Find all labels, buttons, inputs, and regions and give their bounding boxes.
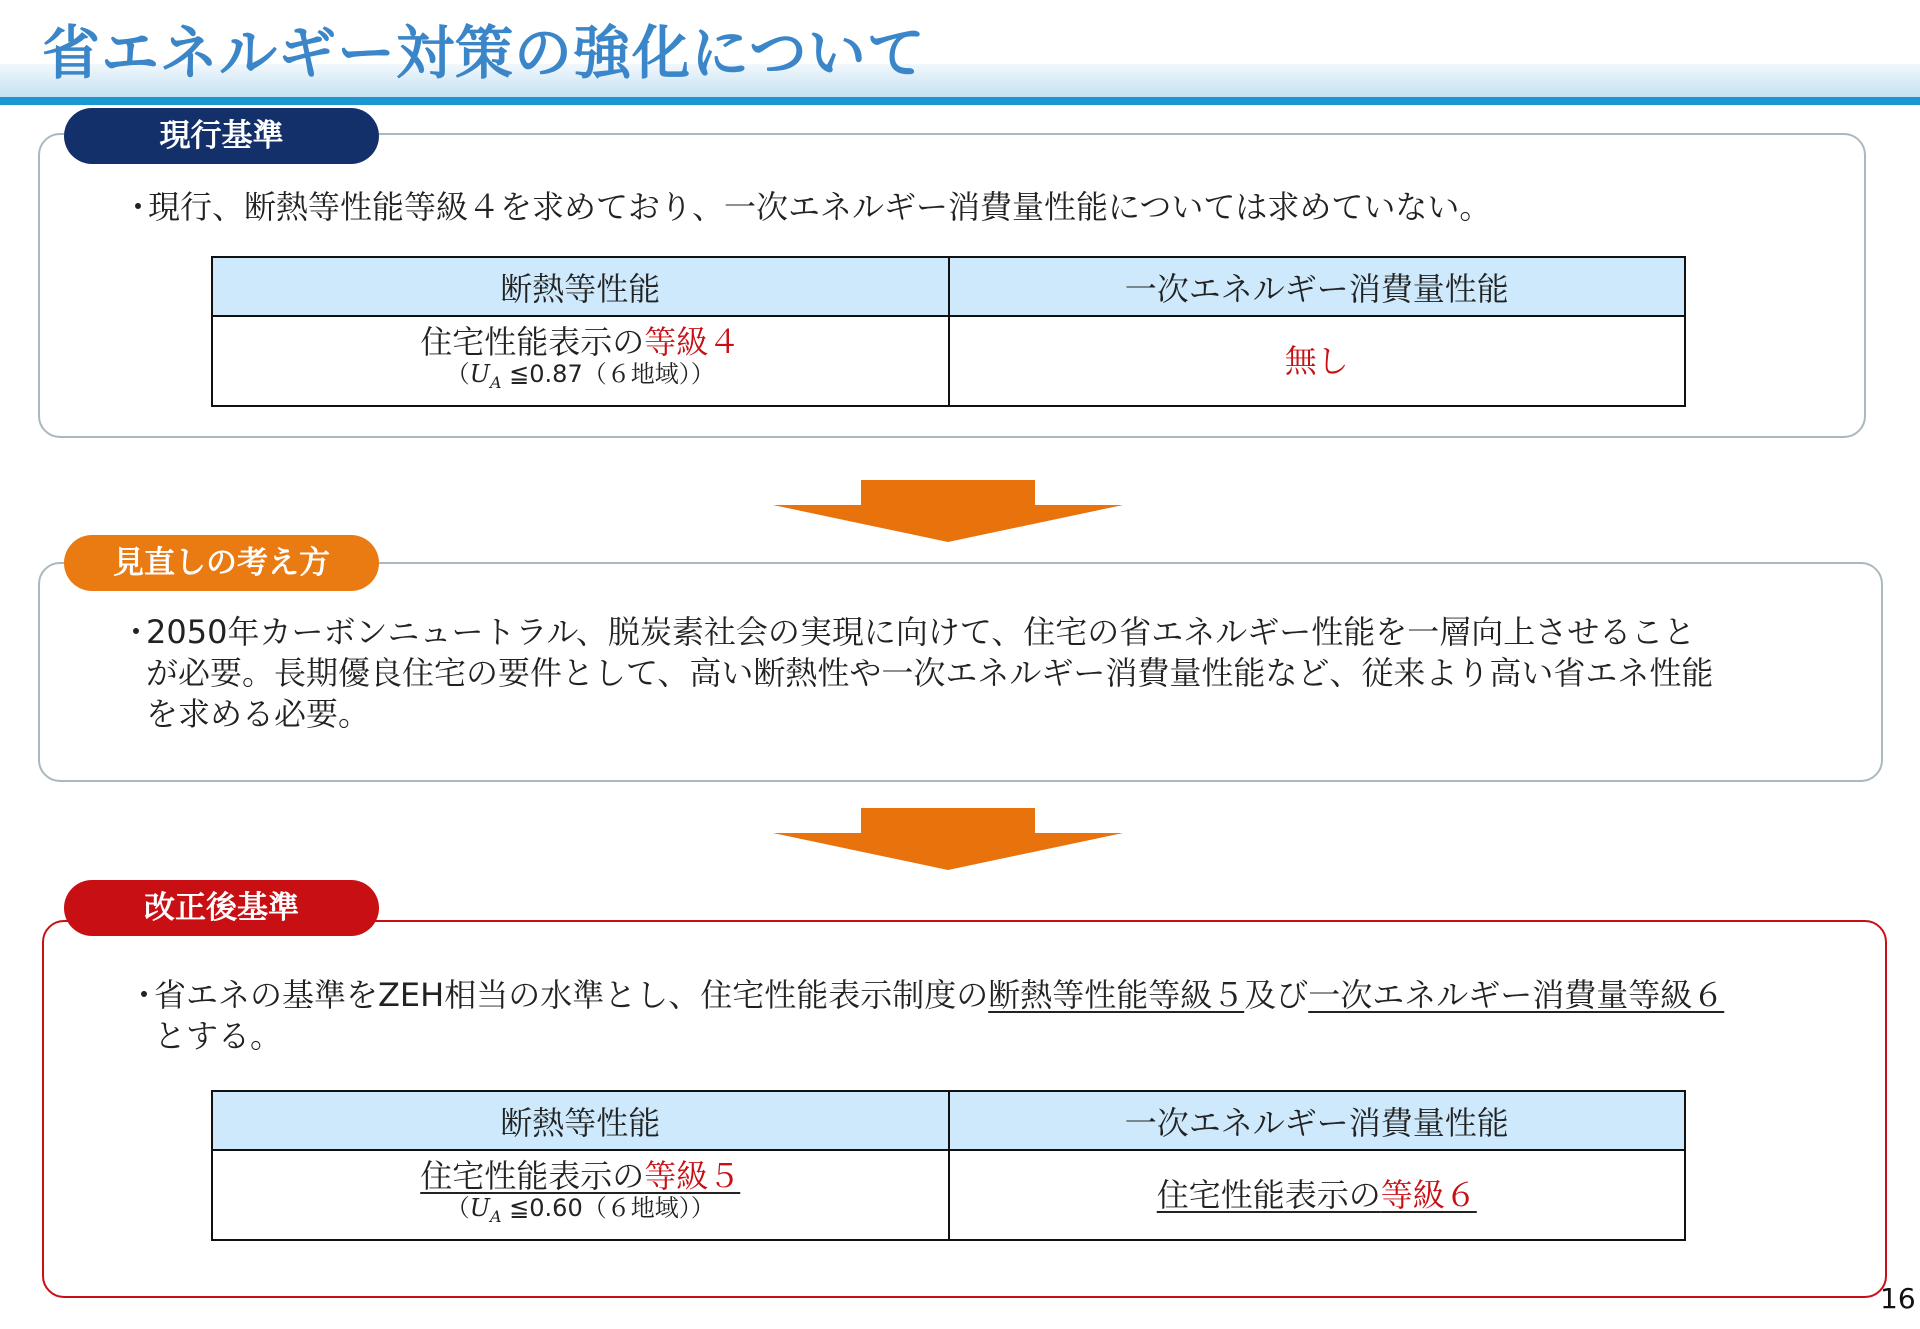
revised-grade-6: 等級６ <box>1380 1176 1477 1214</box>
current-col2-header: 一次エネルギー消費量性能 <box>949 257 1686 316</box>
current-grade: 等級４ <box>644 322 741 361</box>
revised-col1-main: 住宅性能表示の等級５ <box>420 1156 741 1195</box>
page-number: 16 <box>1880 1282 1916 1315</box>
revised-standard-text: ・省エネの基準をZEH相当の水準とし、住宅性能表示制度の断熱等性能等級５及び一次エネルギー消費量等級６ とする。 <box>128 976 1725 1055</box>
current-ua-note: （$U_A$ ≦0.87（６地域）） <box>445 359 715 392</box>
current-standard-text <box>122 187 1842 228</box>
insulation-grade-5-underlined: 断熱等性能等級５ <box>988 976 1245 1014</box>
current-col1-header: 断熱等性能 <box>212 257 949 316</box>
current-standard-label: 現行基準 <box>64 108 379 164</box>
revised-criteria-table <box>211 1090 1686 1241</box>
current-col2-value: 無し <box>949 316 1686 406</box>
review-label: 見直しの考え方 <box>64 535 379 591</box>
revised-col1-cell <box>212 1150 949 1240</box>
down-arrow-icon <box>773 808 1123 870</box>
bullet: ・ <box>128 976 161 1014</box>
revised-col2-cell <box>949 1150 1686 1240</box>
current-col1-cell <box>212 316 949 406</box>
revised-standard-label: 改正後基準 <box>64 880 379 936</box>
page-title: 省エネルギー対策の強化について <box>42 19 926 87</box>
title-underline <box>0 97 1920 105</box>
bullet: ・ <box>122 188 155 226</box>
revised-col2-main: 住宅性能表示の等級６ <box>1156 1176 1477 1214</box>
revised-ua-note: （$U_A$ ≦0.60（６地域）） <box>445 1193 715 1226</box>
revised-col1-header: 断熱等性能 <box>212 1091 949 1150</box>
revised-grade-5: 等級５ <box>644 1156 741 1195</box>
down-arrow-icon <box>773 480 1123 542</box>
current-criteria-table <box>211 256 1686 407</box>
current-text: 現行、断熱等性能等級４を求めており、一次エネルギー消費量性能については求めていない。 <box>148 188 1492 226</box>
current-col1-main: 住宅性能表示の等級４ <box>420 322 741 361</box>
energy-grade-6-underlined: 一次エネルギー消費量等級６ <box>1308 976 1725 1014</box>
revised-col2-header: 一次エネルギー消費量性能 <box>949 1091 1686 1150</box>
review-text: ・2050年カーボンニュートラル、脱炭素社会の実現に向けて、住宅の省エネルギー性能を一層向上させること が必要。長期優良住宅の要件として、高い断熱性や一次エネルギー消費量性能など、従来より高い省エネ性能 を求める必要。 <box>120 613 1714 733</box>
bullet: ・ <box>120 613 153 651</box>
